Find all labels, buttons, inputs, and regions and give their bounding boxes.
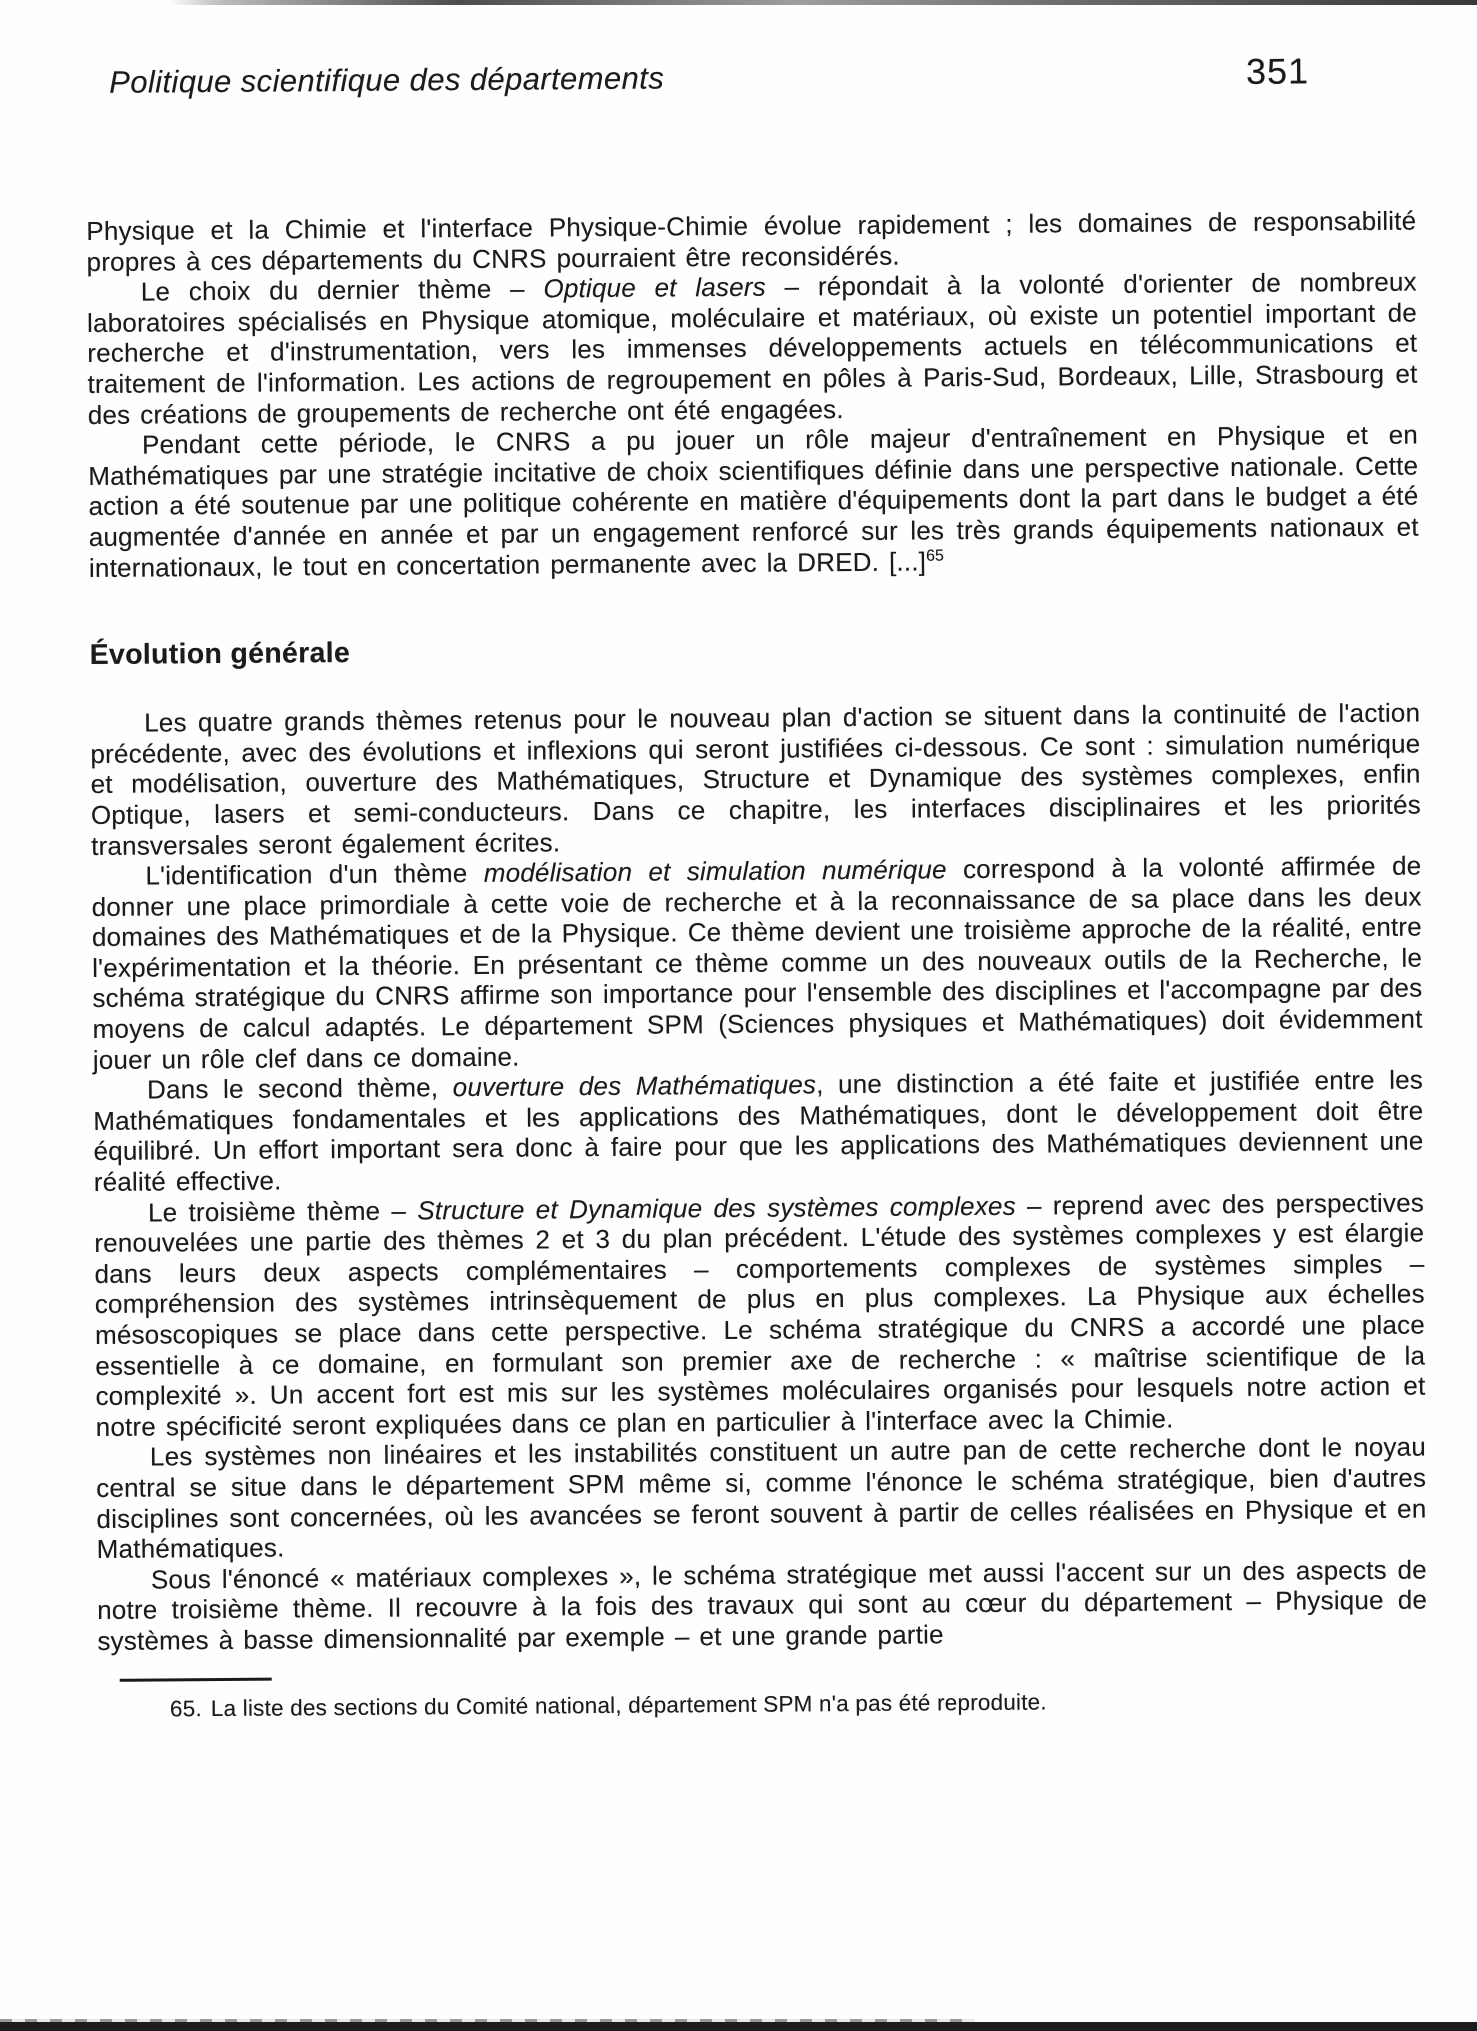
- page-header: [85, 50, 1415, 102]
- footnote-ref: 65: [926, 547, 944, 565]
- scan-artifact-bottom: [0, 2022, 1477, 2031]
- text-run: Physique et la Chimie et l'interface Physique-Chimie évolue rapidement ; les domaines de responsabilité propres à ces départements du CNRS pourraient être reconsidérés.: [86, 205, 1417, 277]
- text-run: Le choix du dernier thème –: [140, 273, 544, 307]
- text-run: Pendant cette période, le CNRS a pu jouer un rôle majeur d'entraînement en Physique et en Mathématiques par une stratégie incitative de choix scientifiques définie dans une perspective nationale. Cette action a été soutenue par une politique cohérente en matière d'équipements dont la part dans le budget a été augmentée d'année en année et par un engagement renforcé sur les très grands équipements nationaux et internationaux, le tout en concertation permanente avec la DRED. [...]: [88, 419, 1419, 583]
- italic-phrase: modélisation et simulation numérique: [483, 854, 947, 888]
- text-run: Les quatre grands thèmes retenus pour le nouveau plan d'action se situent dans la continuité de l'action précédente, avec des évolutions et inflexions qui seront justifiées ci-dessous. Ce sont : simulation numérique et modélisation, ouverture des Mathématiques, Structure et Dynamique des systèmes complexes, enfin Optique, lasers et semi-conducteurs. Dans ce chapitre, les interfaces disciplinaires et les priorités transversales seront également écrites.: [90, 697, 1422, 861]
- text-run: Les systèmes non linéaires et les instabilités constituent un autre pan de cette recherche dont le noyau central se situe dans le département SPM même si, comme l'énonce le schéma stratégique, bien d'autres disciplines sont concernées, où les avancées se feront souvent à partir de celles réalisées en Physique et en Mathématiques.: [96, 1431, 1427, 1565]
- running-header-title: Politique scientifique des départements: [109, 60, 665, 100]
- text-run: – répondait à la volonté d'orienter de nombreux laboratoires spécialisés en Physique atomique, moléculaire et matériaux, où existe un potentiel important de recherche et d'instrumentation, vers les immenses développements actuels en télécommunications et traitement de l'information. Les actions de regroupement en pôles à Paris-Sud, Bordeaux, Lille, Strasbourg et des créations de groupements de recherche ont été engagées.: [86, 266, 1418, 430]
- text-run: – reprend avec des perspectives renouvelées une partie des thèmes 2 et 3 du plan précédent. L'étude des systèmes complexes y est élargie dans leurs deux aspects complémentaires – comportements complexes de systèmes simples – compréhension des systèmes intrinsèquement de plus en plus complexes. La Physique aux échelles mésoscopiques se place dans cette perspective. Le schéma stratégique du CNRS a accordé une place essentielle à ce domaine, en formulant son premier axe de recherche : « maîtrise scientifique de la complexité ». Un accent fort est mis sur les systèmes moléculaires organisés pour lesquels notre action et notre spécificité seront expliquées dans ce plan en particulier à l'interface avec la Chimie.: [94, 1187, 1426, 1442]
- text-run: Sous l'énoncé « matériaux complexes », le schéma stratégique met aussi l'accent sur un des aspects de notre troisième thème. Il recouvre à la fois des travaux qui sont au cœur du département – Physique de systèmes à basse dimensionnalité par exemple – et une grande partie: [97, 1554, 1428, 1656]
- italic-phrase: Optique et lasers: [543, 271, 767, 304]
- footnote-text: La liste des sections du Comité national, département SPM n'a pas été reproduite.: [210, 1689, 1047, 1721]
- paragraph: [97, 1554, 1428, 1656]
- text-run: Le troisième thème –: [147, 1195, 418, 1228]
- paragraph: [90, 698, 1421, 861]
- text-run: correspond à la volonté affirmée de donner une place primordiale à cette voie de recherche et à la reconnaissance de sa place dans les deux domaines des Mathématiques et de la Physique. Ce thème devient une troisième approche de la réalité, entre l'expérimentation et la théorie. En présentant ce thème comme un des nouveaux outils de la Recherche, le schéma stratégique du CNRS affirme son importance pour l'ensemble des disciplines et l'accompagne par des moyens de calcul adaptés. Le département SPM (Sciences physiques et Mathématiques) doit évidemment jouer un rôle clef dans ce domaine.: [91, 850, 1423, 1075]
- paragraph: [88, 420, 1419, 583]
- text-run: Dans le second thème,: [146, 1072, 453, 1105]
- paragraph: [96, 1432, 1427, 1565]
- text-run: L'identification d'un thème: [145, 857, 484, 891]
- paragraph: [94, 1187, 1426, 1442]
- footnote: [98, 1685, 1428, 1723]
- italic-phrase: ouverture des Mathématiques: [452, 1069, 817, 1103]
- text-run: , une distinction a été faite et justifiée entre les Mathématiques fondamentales et les applications des Mathématiques, dont le développement doit être équilibré. Un effort important sera donc à faire pour que les applications des Mathématiques deviennent une réalité effective.: [93, 1064, 1424, 1197]
- paragraph: [91, 851, 1423, 1076]
- footnote-rule: [120, 1677, 272, 1681]
- body-block-1: [86, 206, 1419, 584]
- italic-phrase: Structure et Dynamique des systèmes complexes: [417, 1190, 1016, 1226]
- paragraph: [86, 206, 1416, 278]
- section-heading: Évolution générale: [89, 637, 351, 672]
- paragraph: [93, 1065, 1424, 1198]
- page-number: 351: [1245, 50, 1310, 92]
- paragraph: [87, 267, 1418, 430]
- scan-artifact-top: [168, 0, 1477, 5]
- page-content: [85, 50, 1428, 1724]
- footnote-number: 65.: [169, 1695, 202, 1721]
- body-block-2: [90, 698, 1427, 1657]
